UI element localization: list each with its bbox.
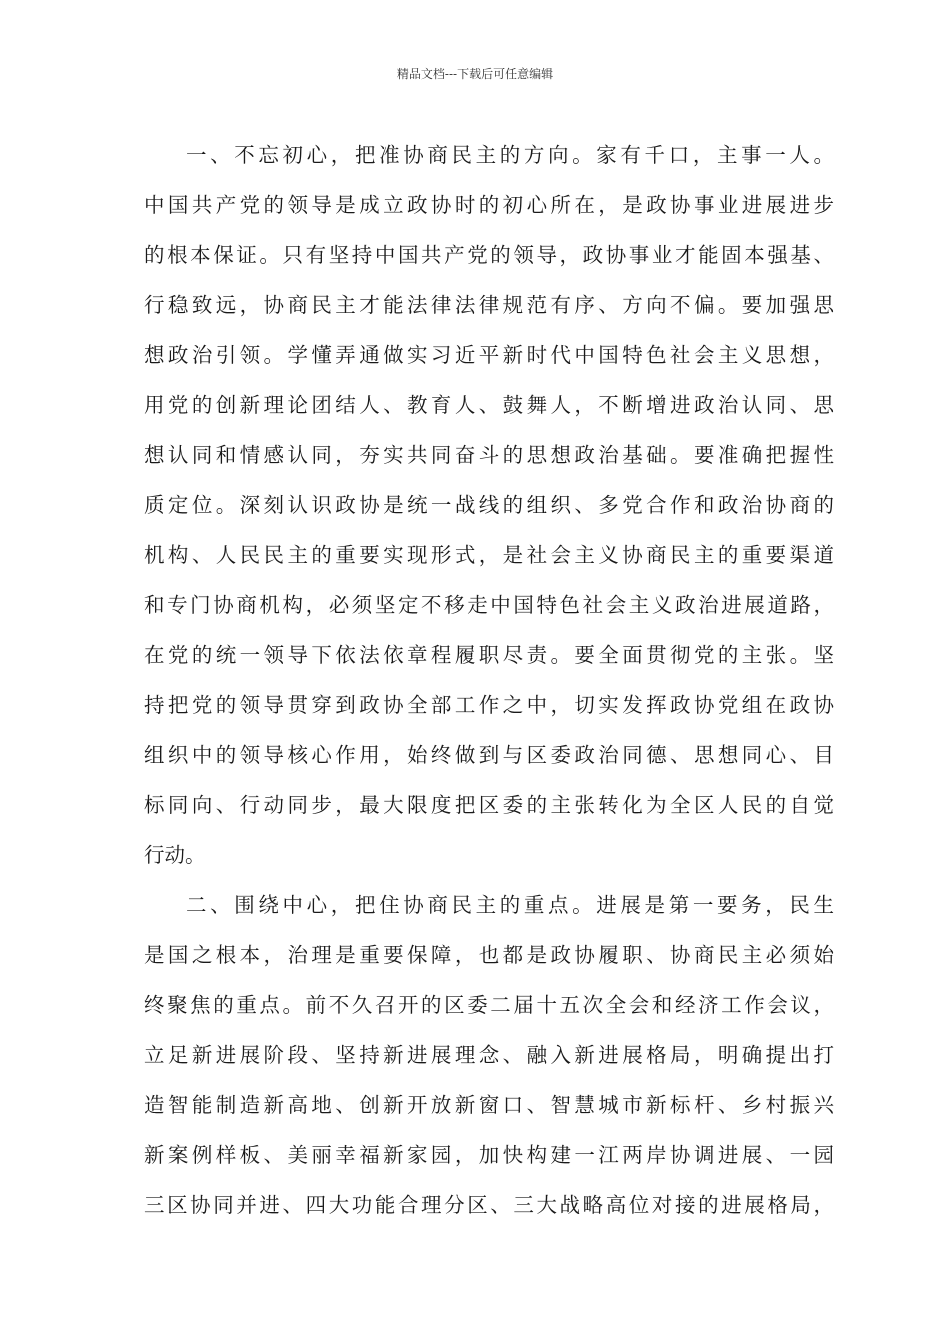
- paragraph-line: 想政治引领。学懂弄通做实习近平新时代中国特色社会主义思想，: [144, 343, 834, 367]
- paragraph-line: 标同向、行动同步，最大限度把区委的主张转化为全区人民的自觉: [144, 793, 834, 817]
- paragraph-1: [144, 130, 834, 880]
- paragraph-line: 和专门协商机构，必须坚定不移走中国特色社会主义政治进展道路，: [144, 593, 834, 617]
- paragraph-line: 持把党的领导贯穿到政协全部工作之中，切实发挥政协党组在政协: [144, 693, 834, 717]
- paragraph-line: 机构、人民民主的重要实现形式，是社会主义协商民主的重要渠道: [144, 543, 834, 567]
- paragraph-line: 造智能制造新高地、创新开放新窗口、智慧城市新标杆、乡村振兴: [144, 1093, 834, 1117]
- paragraph-line: 二、围绕中心，把住协商民主的重点。进展是第一要务，民生: [186, 893, 834, 917]
- page-header: 精品文档---下载后可任意编辑: [396, 67, 554, 81]
- paragraph-line: 组织中的领导核心作用，始终做到与区委政治同德、思想同心、目: [144, 743, 834, 767]
- paragraph-line: 想认同和情感认同，夯实共同奋斗的思想政治基础。要准确把握性: [144, 443, 834, 467]
- paragraph-line: 行稳致远，协商民主才能法律法律规范有序、方向不偏。要加强思: [144, 293, 834, 317]
- document-body: [144, 130, 834, 1230]
- paragraph-line: 终聚焦的重点。前不久召开的区委二届十五次全会和经济工作会议，: [144, 993, 834, 1017]
- paragraph-line: 新案例样板、美丽幸福新家园，加快构建一江两岸协调进展、一园: [144, 1143, 834, 1167]
- paragraph-line: 立足新进展阶段、坚持新进展理念、融入新进展格局，明确提出打: [144, 1043, 834, 1067]
- paragraph-line: 质定位。深刻认识政协是统一战线的组织、多党合作和政治协商的: [144, 493, 834, 517]
- paragraph-line: 一、不忘初心，把准协商民主的方向。家有千口，主事一人。: [186, 143, 834, 167]
- paragraph-line: 中国共产党的领导是成立政协时的初心所在，是政协事业进展进步: [144, 193, 834, 217]
- paragraph-line: 行动。: [144, 843, 206, 867]
- paragraph-line: 是国之根本，治理是重要保障，也都是政协履职、协商民主必须始: [144, 943, 834, 967]
- paragraph-line: 在党的统一领导下依法依章程履职尽责。要全面贯彻党的主张。坚: [144, 643, 834, 667]
- paragraph-line: 的根本保证。只有坚持中国共产党的领导，政协事业才能固本强基、: [144, 243, 834, 267]
- paragraph-line: 三区协同并进、四大功能合理分区、三大战略高位对接的进展格局，: [144, 1193, 834, 1217]
- paragraph-line: 用党的创新理论团结人、教育人、鼓舞人，不断增进政治认同、思: [144, 393, 834, 417]
- paragraph-2: [144, 880, 834, 1230]
